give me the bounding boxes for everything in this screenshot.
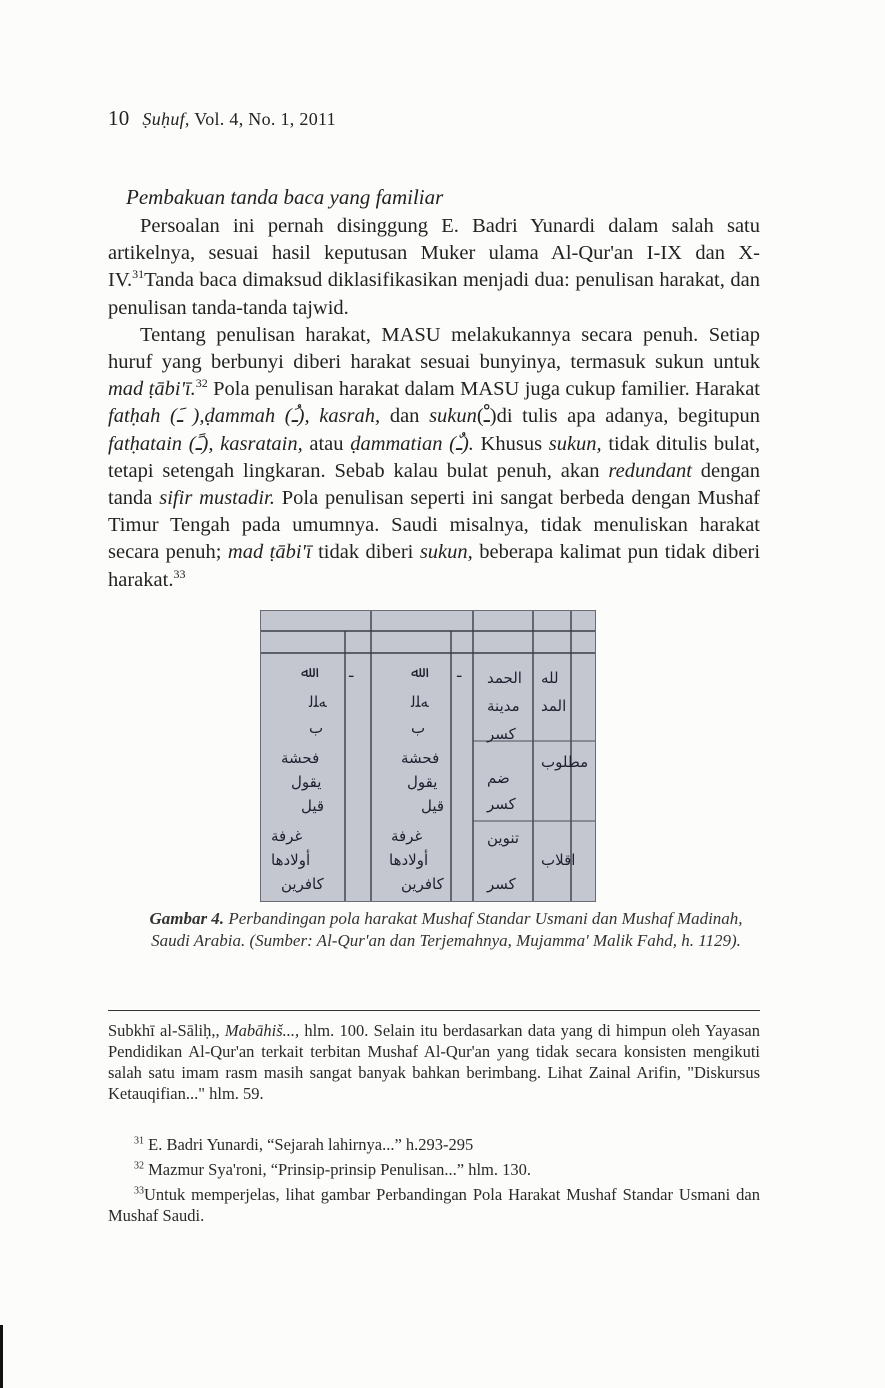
- svg-text:ـ: ـ: [349, 663, 354, 681]
- svg-text:ﻛﺴﺮ: ﻛﺴﺮ: [487, 725, 516, 743]
- svg-text:ﻏﺮﻓﺔ: ﻏﺮﻓﺔ: [391, 827, 423, 845]
- svg-text:ﺏ: ﺏ: [411, 719, 426, 737]
- svg-text:ﺏ: ﺏ: [309, 719, 324, 737]
- svg-text:ﻣﺪﻳﻨﺔ: ﻣﺪﻳﻨﺔ: [487, 697, 520, 715]
- svg-text:ﺗﻨﻮﻳﻦ: ﺗﻨﻮﻳﻦ: [487, 829, 520, 847]
- section-heading: Pembakuan tanda baca yang familiar: [126, 185, 444, 209]
- svg-text:الحمد: الحمد: [487, 669, 522, 687]
- journal-name: Ṣuḥuf,: [142, 109, 190, 129]
- volume-info: Vol. 4, No. 1, 2011: [194, 109, 336, 129]
- footnote-ref-31: 31: [132, 267, 145, 282]
- footnote-ref-32: 32: [195, 376, 208, 391]
- svg-text:ﻛﺴﺮ: ﻛﺴﺮ: [487, 875, 516, 893]
- svg-text:ﷲ: ﷲ: [411, 663, 420, 681]
- figure-caption: [132, 908, 760, 952]
- svg-text:ﻪﻠﻟ: ﻪﻠﻟ: [309, 693, 327, 711]
- figure-label: Gambar 4.: [149, 909, 225, 928]
- svg-text:ﺿﻢ: ﺿﻢ: [487, 769, 510, 787]
- svg-text:ـ: ـ: [457, 663, 462, 681]
- figure-caption-text: Perbandingan pola harakat Mushaf Standar Usmani dan Mushaf Madinah, Saudi Arabia. (Sumber: Al-Qur'an dan Terjemahnya, Mujamma' Malik Fahd, h. 1129).: [151, 909, 743, 950]
- svg-text:ﻳﻘﻮﻝ: ﻳﻘﻮﻝ: [407, 773, 438, 791]
- svg-text:ﺃﻭﻻﺩﻫﺎ: ﺃﻭﻻﺩﻫﺎ: [389, 851, 429, 869]
- svg-text:ﷲ: ﷲ: [301, 663, 310, 681]
- svg-text:ﻛﺎﻓﺮﻳﻦ: ﻛﺎﻓﺮﻳﻦ: [281, 875, 324, 893]
- svg-text:لله: لله: [541, 669, 559, 687]
- footnote-divider: [108, 1010, 760, 1011]
- svg-text:ﻗﻴﻞ: ﻗﻴﻞ: [421, 797, 445, 815]
- svg-text:ﻪﻠﻟ: ﻪﻠﻟ: [411, 693, 429, 711]
- svg-text:ﻛﺴﺮ: ﻛﺴﺮ: [487, 795, 516, 813]
- svg-text:ﺃﻭﻻﺩﻫﺎ: ﺃﻭﻻﺩﻫﺎ: [271, 851, 311, 869]
- footnote-continued: Subkhī al-Sāliḥ,, Mabāhiš..., hlm. 100. Selain itu berdasarkan data yang di himpun oleh Yayasan Pendidikan Al-Qur'an terkait terbitan Mushaf Al-Qur'an yang tidak secara konsisten mengikuti salah satu imam rasm masih sangat banyak bahkan berimbang. Lihat Zainal Arifin, "Diskursus Ketauqifian..." hlm. 59.: [108, 1021, 760, 1103]
- footnote-33: $^{33}$Untuk memperjelas, lihat gambar Perbandingan Pola Harakat Mushaf Standar Usmani dan Mushaf Saudi.: [108, 1185, 760, 1225]
- svg-text:ﻓﺤﺸﺔ: ﻓﺤﺸﺔ: [401, 749, 440, 767]
- svg-text:ﻓﺤﺸﺔ: ﻓﺤﺸﺔ: [281, 749, 320, 767]
- paragraph-2: Tentang penulisan harakat, MASU melakukannya secara penuh. Setiap huruf yang berbunyi diberi harakat sesuai bunyinya, termasuk sukun untuk mad ṭābi'ī.$^{32}$ Pola penulisan harakat dalam MASU juga cukup familier. Harakat fatḥah (ـَ ),ḍammah (ـُ), kasrah, dan sukun(ـْ)di tulis apa adanya, begitupun fatḥatain (ـً), kasratain, atau ḍammatian (ـٌ). Khusus sukun, tidak ditulis bulat, tetapi setengah lingkaran. Sebab kalau bulat penuh, akan redundant dengan tanda sifir mustadir. Pola penulisan seperti ini sangat berbeda dengan Mushaf Timur Tengah pada umumnya. Saudi misalnya, tidak menuliskan harakat secara penuh; mad ṭābi'ī tidak diberi sukun, beberapa kalimat pun tidak diberi harakat.$^{33}$: [108, 323, 761, 591]
- paragraph-1: Persoalan ini pernah disinggung E. Badri Yunardi dalam salah satu artikelnya, sesuai hasil keputusan Muker ulama Al-Qur'an I-IX dan X-IV.$^{31}$Tanda baca dimaksud diklasifikasikan menjadi dua: penulisan harakat, dan penulisan tanda-tanda tajwid.: [108, 215, 760, 319]
- footnote-32: $^{32}$ Mazmur Sya'roni, “Prinsip-prinsip Penulisan...” hlm. 130.: [134, 1160, 532, 1179]
- svg-text:ﻗﻴﻞ: ﻗﻴﻞ: [301, 797, 325, 815]
- footnote-ref-33: 33: [173, 566, 186, 581]
- body-text: [108, 213, 760, 594]
- svg-text:ﻏﺮﻓﺔ: ﻏﺮﻓﺔ: [271, 827, 303, 845]
- svg-text:ﻣﻄﻠﻮﺏ: ﻣﻄﻠﻮﺏ: [541, 753, 589, 771]
- figure-scan-harakat-table: [260, 610, 596, 902]
- scan-edge-mark: [0, 1325, 3, 1388]
- svg-text:ﻳﻘﻮﻝ: ﻳﻘﻮﻝ: [291, 773, 322, 791]
- page-number: 10: [108, 106, 130, 130]
- scanned-table-image: [261, 611, 595, 901]
- footnote-31: $^{31}$ E. Badri Yunardi, “Sejarah lahirnya...” h.293-295: [134, 1135, 474, 1154]
- svg-text:ﺍﻗﻼﺏ: ﺍﻗﻼﺏ: [541, 851, 576, 869]
- svg-text:ﻛﺎﻓﺮﻳﻦ: ﻛﺎﻓﺮﻳﻦ: [401, 875, 444, 893]
- running-header: [108, 106, 336, 131]
- svg-text:ﺍﻟﻤﺪ: ﺍﻟﻤﺪ: [541, 697, 567, 715]
